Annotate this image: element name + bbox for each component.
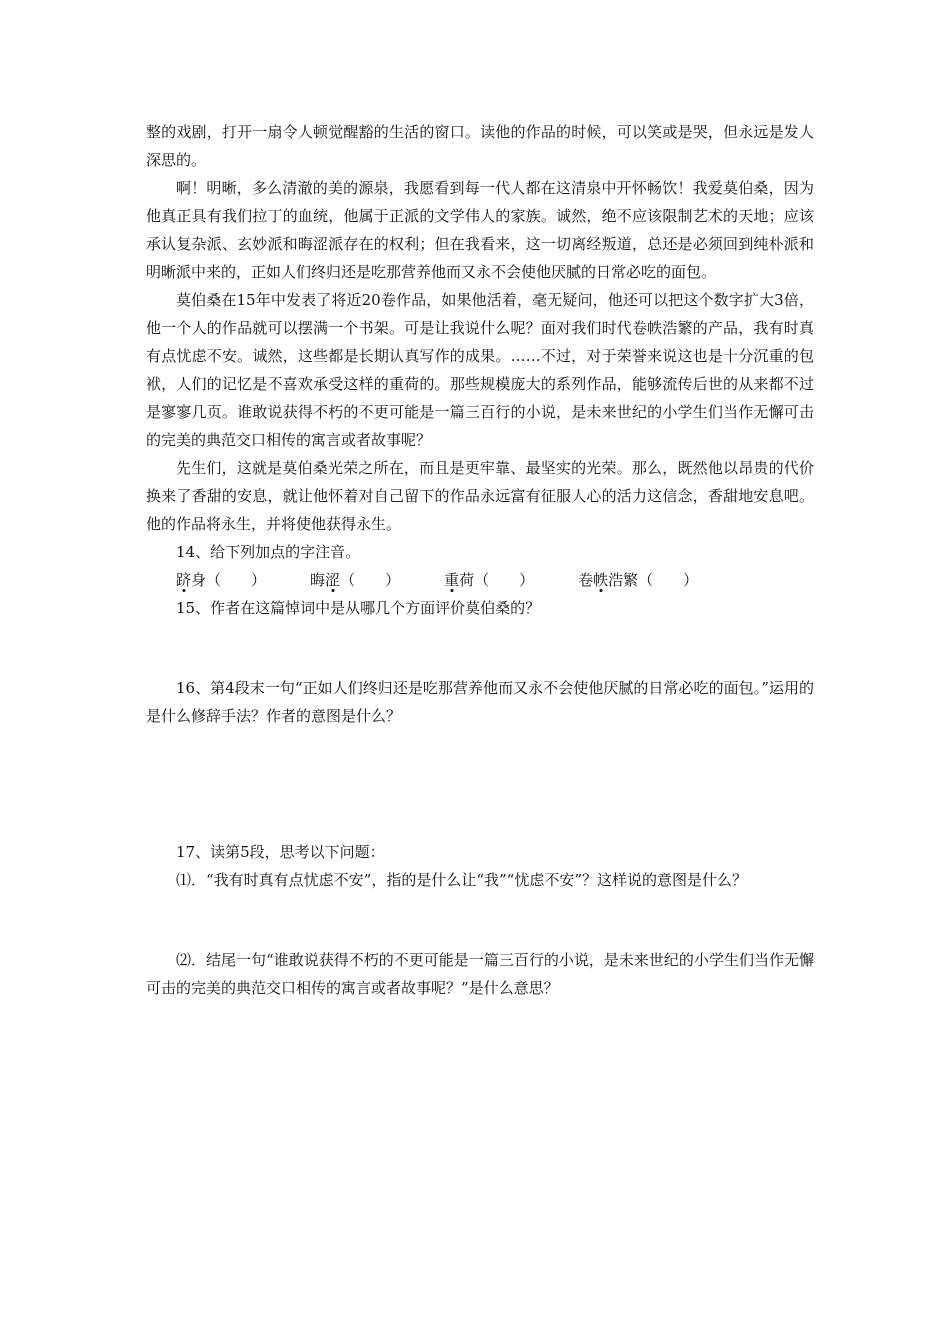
question-14: 14、给下列加点的字注音。 bbox=[176, 543, 361, 561]
answer-space bbox=[146, 894, 814, 946]
paragraph-1: 整的戏剧，打开一扇令人顿觉醒豁的生活的窗口。读他的作品的时候，可以笑或是哭，但永远是发人深思的。 bbox=[146, 123, 814, 169]
question-16: 16、第4段末一句“正如人们终归还是吃那营养他而又永不会使他厌腻的日常必吃的面包。”运用的是什么修辞手法？作者的意图是什么？ bbox=[146, 679, 814, 725]
question-17-sub-1: ⑴．“我有时真有点忧虑不安”，指的是什么让“我”“忧虑不安”？这样说的意图是什么？ bbox=[176, 871, 748, 889]
document-page bbox=[146, 118, 814, 1002]
paragraph-4: 先生们，这就是莫伯桑光荣之所在，而且是更牢靠、最坚实的光荣。那么，既然他以昂贵的代价换来了香甜的安息，就让他怀着对自己留下的作品永远富有征服人心的活力这信念，香甜地安息吧。他的作品将永生，并将使他获得永生。 bbox=[146, 459, 814, 533]
pinyin-items bbox=[146, 566, 814, 594]
question-17: 17、读第5段，思考以下问题： bbox=[176, 843, 385, 861]
paragraph-2: 啊！明晰，多么清澈的美的源泉，我愿看到每一代人都在这清泉中开怀畅饮！我爱莫伯桑，因为他真正具有我们拉丁的血统，他属于正派的文学伟人的家族。诚然，绝不应该限制艺术的天地；应该承认复杂派、玄妙派和晦涩派存在的权利；但在我看来，这一切离经叛道，总还是必须回到纯朴派和明晰派中来的，正如人们终归还是吃那营养他而又永不会使他厌腻的日常必吃的面包。 bbox=[146, 179, 814, 281]
paragraph-3: 莫伯桑在15年中发表了将近20卷作品，如果他活着，毫无疑问，他还可以把这个数字扩大3倍，他一个人的作品就可以摆满一个书架。可是让我说什么呢？面对我们时代卷帙浩繁的产品，我有时真有点忧虑不安。诚然，这些都是长期认真写作的成果。……不过，对于荣誉来说这也是十分沉重的包袱，人们的记忆是不喜欢承受这样的重荷的。那些规模庞大的系列作品，能够流传后世的从来都不过是寥寥几页。谁敢说获得不朽的不更可能是一篇三百行的小说，是未来世纪的小学生们当作无懈可击的完美的典范交口相传的寓言或者故事呢？ bbox=[146, 291, 814, 449]
answer-space bbox=[146, 798, 814, 838]
pinyin-item-2: 晦涩（ ） bbox=[310, 571, 401, 589]
pinyin-item-3: 重荷（ ） bbox=[444, 571, 535, 589]
answer-space bbox=[146, 730, 814, 798]
question-15: 15、作者在这篇悼词中是从哪几个方面评价莫伯桑的？ bbox=[176, 599, 541, 617]
answer-space bbox=[146, 622, 814, 674]
question-17-sub-2: ⑵．结尾一句“谁敢说获得不朽的不更可能是一篇三百行的小说，是未来世纪的小学生们当作无懈可击的完美的典范交口相传的寓言或者故事呢？”是什么意思？ bbox=[146, 951, 814, 997]
pinyin-item-4: 卷帙浩繁（ ） bbox=[578, 571, 699, 589]
pinyin-item-1: 跻身（ ） bbox=[176, 571, 267, 589]
